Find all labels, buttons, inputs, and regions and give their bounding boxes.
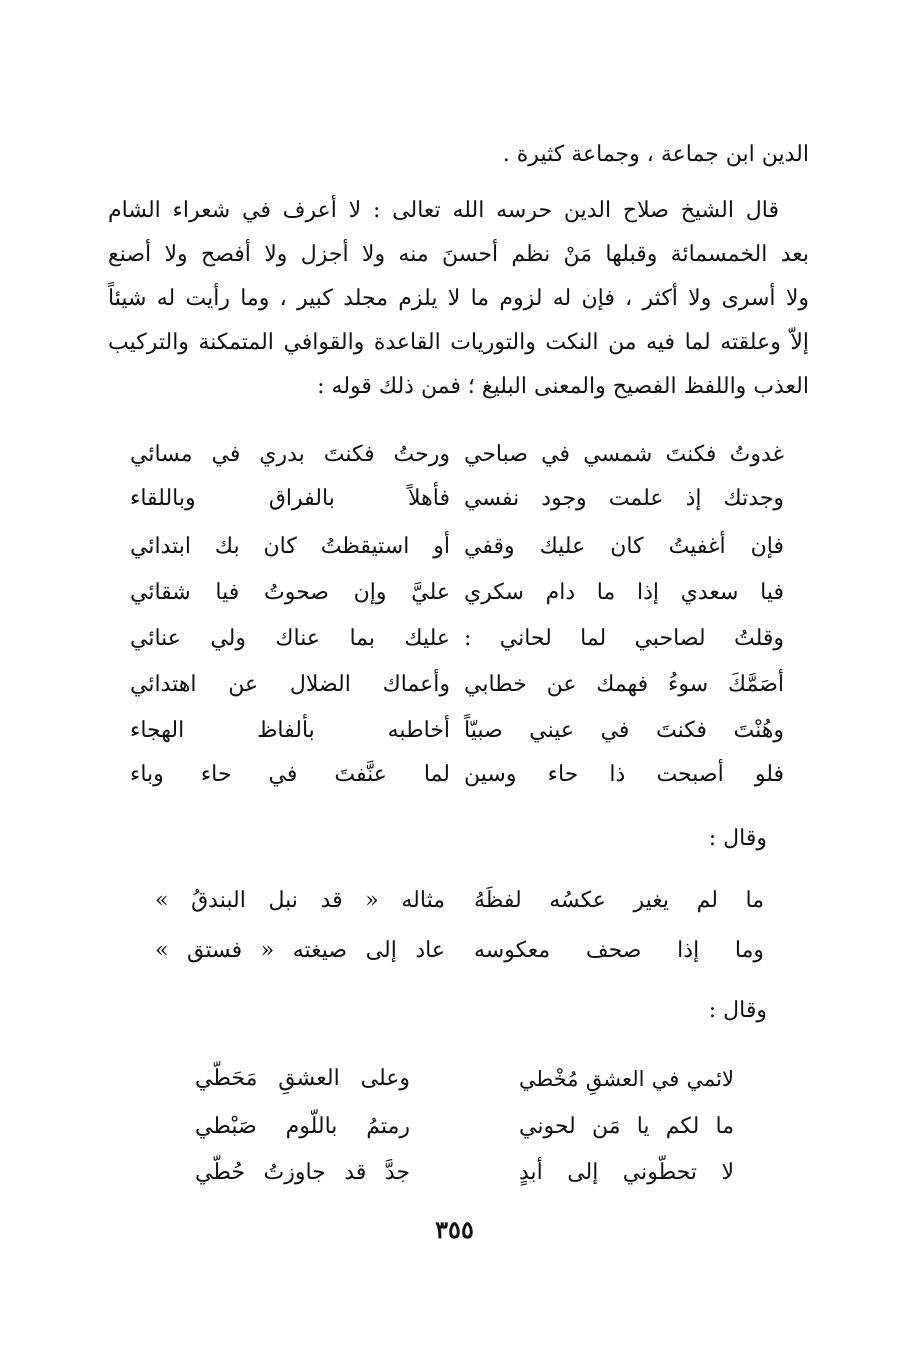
verse-second-hemistich: عليَّ وإن صحوتُ فيا شقائي <box>130 580 450 605</box>
verse-first-hemistich: فإن أغفيتُ كان عليك وقفي <box>464 534 784 559</box>
verse <box>130 668 784 702</box>
section-intro: وقال : <box>708 826 767 851</box>
prose-line: الدين ابن جماعة ، وجماعة كثيرة . <box>502 142 809 167</box>
verse <box>130 714 784 748</box>
verse-second-hemistich: لما عنَّفتَ في حاء وباء <box>130 762 450 787</box>
verse-second-hemistich: وأعماك الضلال عن اهتدائي <box>130 672 450 697</box>
verse-first-hemistich: فيا سعدي إذا ما دام سكري <box>464 580 784 605</box>
verse-first-hemistich: أصَمَّكَ سوءُ فهمك عن خطابي <box>464 672 784 697</box>
verse-first-hemistich: ما لكم يا مَن لحوني <box>519 1114 734 1139</box>
section-intro: وقال : <box>708 998 767 1023</box>
verse-first-hemistich: غدوتُ فكنتَ شمسي في صباحي <box>464 442 784 467</box>
verse-second-hemistich: أو استيقظتُ كان بك ابتدائي <box>130 534 450 559</box>
verse <box>130 438 784 472</box>
verse-second-hemistich: ورحتُ فكنتَ بدري في مسائي <box>130 442 450 467</box>
verse <box>130 622 784 656</box>
verse <box>155 884 764 918</box>
page-number: ٣٥٥ <box>435 1215 474 1244</box>
verse-second-hemistich: عليك بما عناك ولي عنائي <box>130 626 450 651</box>
prose-line: بعد الخمسمائة وقبلها مَنْ نظم أحسنَ منه ولا أجزل ولا أفصح ولا أصنع <box>108 242 809 267</box>
verse-second-hemistich: عاد إلى صيغته « فستق » <box>155 938 445 963</box>
verse <box>155 934 764 968</box>
verse-second-hemistich: جدَّ قد جاوزتُ حُطّي <box>195 1160 410 1185</box>
verse-second-hemistich: أخاطبه بألفاظ الهجاء <box>130 718 450 743</box>
verse-first-hemistich: لائمي في العشقِ مُخْطي <box>519 1067 734 1091</box>
verse <box>130 576 784 610</box>
prose-line: العذب واللفظ الفصيح والمعنى البليغ ؛ فمن ذلك قوله : <box>317 374 809 399</box>
verse <box>130 530 784 564</box>
verse <box>195 1156 734 1190</box>
prose-line: ولا أسرى ولا أكثر ، فإن له لزوم ما لا يلزم مجلد كبير ، وما رأيت له شيئاً <box>108 286 810 311</box>
verse-first-hemistich: وما إذا صحف معكوسه <box>474 938 764 963</box>
verse <box>130 482 784 516</box>
verse-second-hemistich: رمتمُ باللّوم صَبْطي <box>195 1114 410 1139</box>
verse-second-hemistich: فأهلاً بالفراق وباللقاء <box>130 486 450 511</box>
prose-line: قال الشيخ صلاح الدين حرسه الله تعالى : لا أعرف في شعراء الشام <box>108 198 779 223</box>
verse-first-hemistich: وقلتُ لصاحبي لما لحاني : <box>464 626 784 651</box>
verse-first-hemistich: ما لم يغير عكسُه لفظَهُ <box>474 888 764 913</box>
verse <box>195 1062 734 1096</box>
verse-first-hemistich: فلو أصبحت ذا حاء وسين <box>464 762 784 787</box>
verse <box>130 758 784 792</box>
prose-line: إلاّ وعلقته لما فيه من النكت والتوريات القاعدة والقوافي المتمكنة والتركيب <box>108 330 809 355</box>
verse-first-hemistich: لا تحطّوني إلى أبدٍ <box>519 1160 734 1185</box>
verse-second-hemistich: وعلى العشقِ مَحَطّي <box>195 1066 410 1091</box>
verse-first-hemistich: وجدتك إذ علمت وجود نفسي <box>464 486 784 511</box>
verse-second-hemistich: مثاله « قد نبل البندقُ » <box>155 888 445 913</box>
verse-first-hemistich: وهُنْتَ فكنتَ في عيني صبيّاً <box>464 718 784 743</box>
verse <box>195 1110 734 1144</box>
